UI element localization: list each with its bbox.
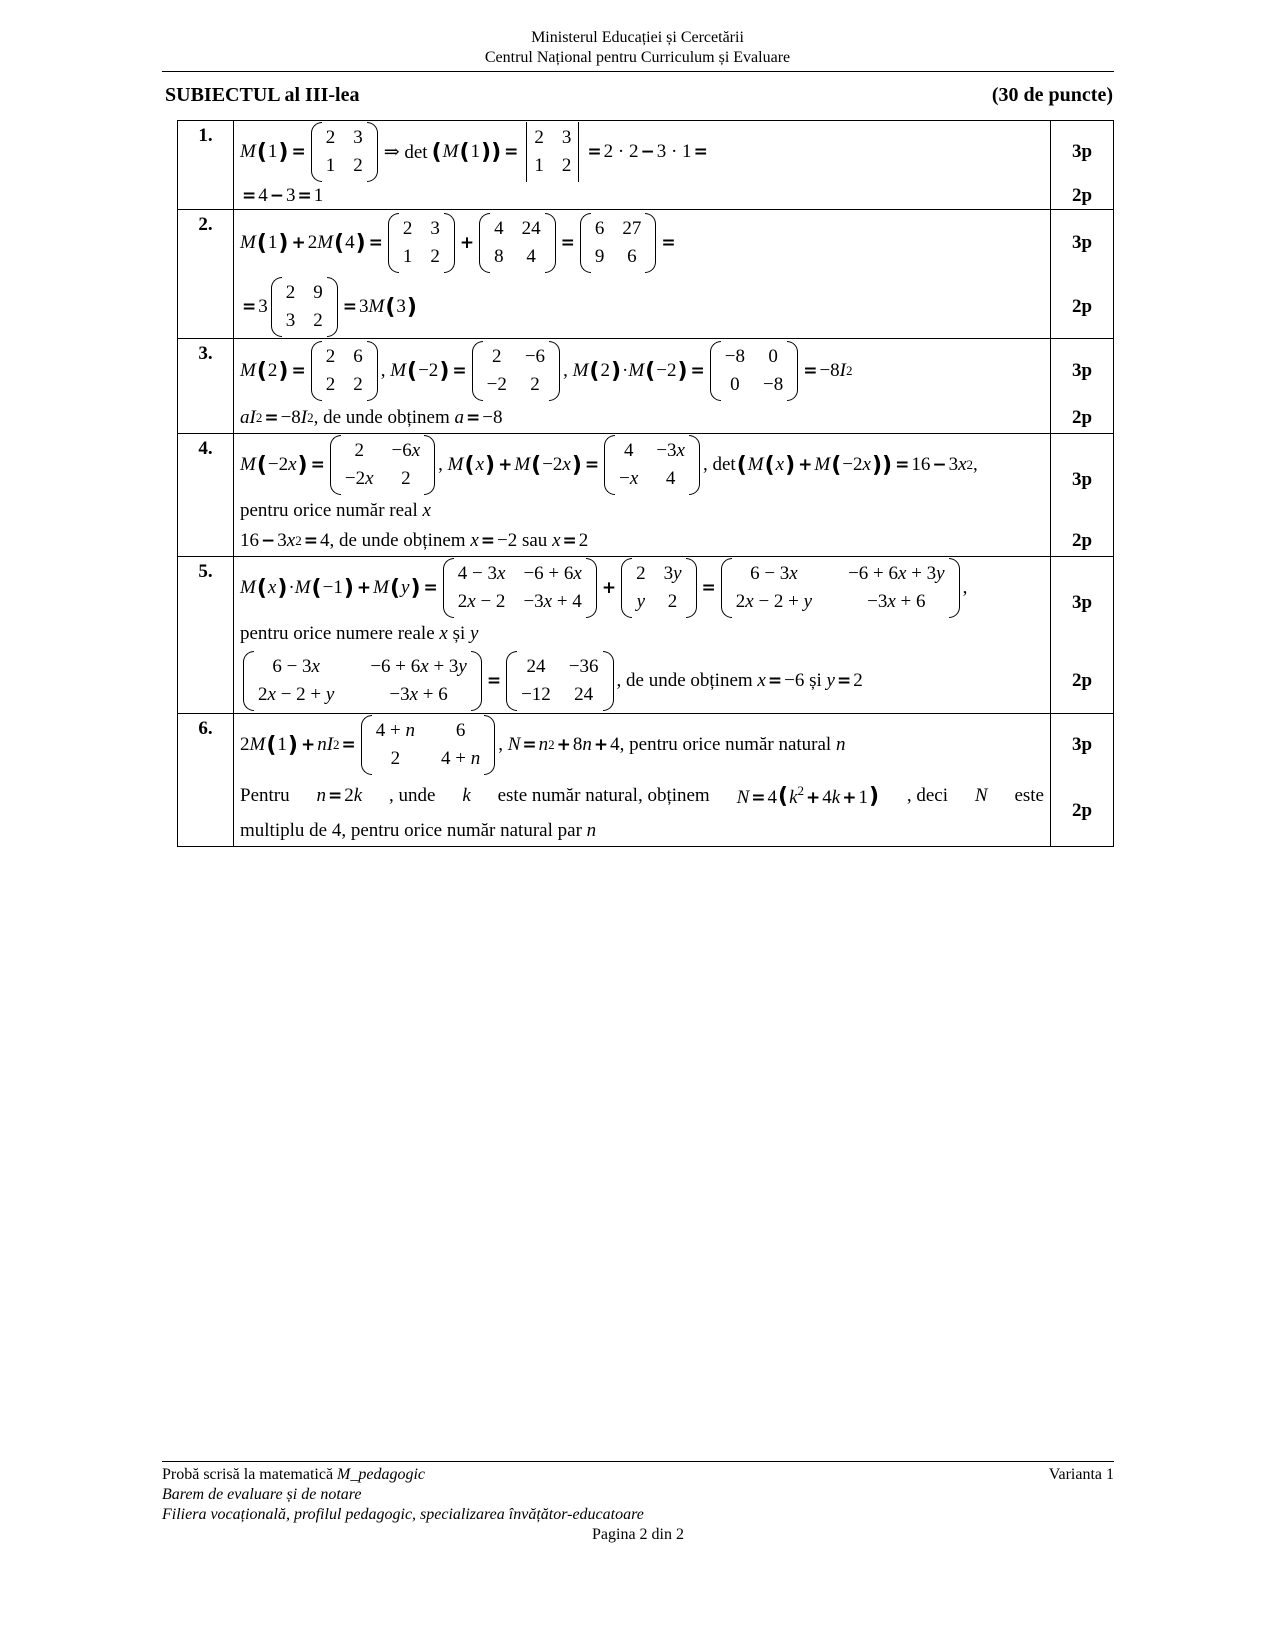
item-number: 4. [178,434,234,557]
footer-exam-profile: M_pedagogic [337,1466,426,1483]
matrix: 24 −36 −12 24 [506,651,613,711]
item-number: 3. [178,339,234,434]
ministry-name: Ministerul Educației și Cercetării [531,29,744,46]
subject-points: (30 de puncte) [991,84,1113,106]
table-row [178,121,1114,210]
solution-text: , de unde obținem [313,407,450,428]
solution-text: sau [521,530,548,551]
solution-line: = 4 − 3 = 1 [242,185,324,206]
matrix: 2 3y y 2 [621,558,696,618]
points-value: 3p [1071,734,1093,755]
solution-text: , unde [389,785,436,806]
points-value: 2p [1071,407,1093,428]
item-solution [234,557,1051,714]
solution-line: M ( 2 ) = 2 6 2 2 , M ( −2 ) = 2 −6 −2 2 , M ( 2 ) · M ( −2 ) = −8 0 0 −8 = −8 I 2 [240,339,1044,403]
matrix: 6 − 3x −6 + 6x + 3y 2x − 2 + y −3x + 6 [721,558,960,618]
matrix: 2 −6x −2x 2 [330,435,435,495]
item-number: 2. [178,210,234,339]
matrix: 2 6 2 2 [311,341,378,401]
footer-specialization: Filiera vocațională, profilul pedagogic, specializarea învățător-educatoare [162,1506,644,1523]
item-points [1051,714,1114,847]
item-number: 1. [178,121,234,210]
solution-line: = 3 2 9 3 2 = 3 M ( 3 ) [240,276,1044,338]
table-row [178,714,1114,847]
points-value: 3p [1071,360,1093,381]
table-row [178,557,1114,714]
matrix: 4 + n 6 2 4 + n [361,715,495,775]
solution-text: și [809,670,822,691]
matrix: 6 27 9 6 [580,213,657,273]
subject-title: SUBIECTUL al III-lea [165,84,360,106]
item-points [1051,557,1114,714]
points-value: 2p [1071,185,1093,206]
points-value: 2p [1071,800,1093,821]
matrix: −8 0 0 −8 [710,341,798,401]
solution-line: Pentru n = 2k , unde k este număr natural, obținem $N = 4(k^2 + 4k + 1)$ , deci N este [240,783,1044,809]
grading-table [177,120,1114,847]
item-number: 5. [178,557,234,714]
matrix: 4 24 8 4 [479,213,556,273]
solution-line: multiplu de 4 , pentru orice număr natural par n [240,820,597,841]
points-value: 3p [1071,141,1093,162]
item-points [1051,121,1114,210]
solution-line: pentru orice numere reale x și y [240,623,479,644]
item-points [1051,210,1114,339]
solution-text: Pentru [240,785,290,806]
item-number: 6. [178,714,234,847]
item-solution [234,121,1051,210]
solution-line: 2 M ( 1 ) + nI 2 = 4 + n 6 2 4 + n , N = n 2 + 8 n + 4 , pentru orice număr natural n [240,714,1044,776]
center-name: Centrul Național pentru Curriculum și Evaluare [484,49,791,66]
solution-line: M ( x ) · M ( −1 ) + M ( y ) = 4 − 3x −6 + 6x 2x − 2 −3x + 4 + 2 3y y 2 = 6 − 3x −6 + 6x + 3y 2x − 2 + y −3x + 6 , [240,557,1044,619]
header-divider [162,71,1114,72]
table-row [178,210,1114,339]
subject-heading [165,84,1113,107]
solution-text: , pentru orice număr natural [619,734,832,755]
document-footer [162,1465,1114,1545]
footer-exam [162,1465,1114,1485]
item-points [1051,434,1114,557]
solution-line: 6 − 3x −6 + 6x + 3y 2x − 2 + y −3x + 6 = 24 −36 −12 24 , de unde obținem x = −6 și y = 2 [240,649,1044,713]
item-points [1051,339,1114,434]
matrix: 2 3 1 2 [388,213,455,273]
points-value: 2p [1071,530,1093,551]
points-value: 3p [1071,592,1093,613]
table-row [178,434,1114,557]
footer-variant: Varianta 1 [1048,1466,1114,1483]
footer-divider [162,1461,1114,1462]
matrix: 2 −6 −2 2 [472,341,560,401]
solution-text: , deci [906,785,949,806]
page-number: Pagina 2 din 2 [592,1526,684,1543]
item-solution [234,434,1051,557]
item-solution [234,210,1051,339]
matrix: 2 3 1 2 [311,122,378,182]
solution-line: aI 2 = −8 I 2 , de unde obținem a = −8 [240,407,503,428]
solution-text: multiplu de [240,820,328,841]
points-value: 2p [1071,296,1093,317]
points-value: 3p [1071,469,1093,490]
points-value: 2p [1071,670,1093,691]
matrix: 4 −3x −x 4 [604,435,700,495]
footer-exam-label: Probă scrisă la matematică [162,1466,338,1483]
solution-text: și [452,623,466,644]
solution-line: M ( −2 x ) = 2 −6x −2x 2 , M ( x ) + M ( −2 x ) = 4 −3x −x 4 , det ( M ( x ) + M ( −2 x )) = 16 − 3 x 2 , [240,434,1044,496]
solution-text: este număr natural, obținem [497,785,710,806]
points-value: 3p [1071,232,1093,253]
solution-text: , pentru orice număr natural par [341,820,582,841]
item-solution [234,714,1051,847]
table-row [178,339,1114,434]
solution-text: pentru orice număr real [240,500,418,521]
matrix: 2 9 3 2 [271,277,338,337]
determinant: 2 3 1 2 [523,122,582,182]
solution-line: pentru orice număr real x [240,500,431,521]
solution-text: este [1014,785,1044,806]
document-header [0,28,1275,68]
footer-barem: Barem de evaluare și de notare [162,1486,362,1503]
solution-line: M ( 1 ) = 2 3 1 2 ⇒ det ( M ( 1 )) = 2 3 1 2 = 2 · 2 − 3 · 1 = [240,121,1044,183]
solution-text: , de unde obținem [329,530,466,551]
solution-line: M ( 1 ) + 2 M ( 4 ) = 2 3 1 2 + 4 24 8 4 = 6 27 9 6 = [240,210,1044,276]
solution-text: , de unde obținem [616,670,753,691]
solution-line: 16 − 3 x 2 = 4 , de unde obținem x = −2 sau x = 2 [240,530,589,551]
solution-text: pentru orice numere reale [240,623,435,644]
item-solution [234,339,1051,434]
matrix: 6 − 3x −6 + 6x + 3y 2x − 2 + y −3x + 6 [243,651,482,711]
matrix: 4 − 3x −6 + 6x 2x − 2 −3x + 4 [443,558,597,618]
